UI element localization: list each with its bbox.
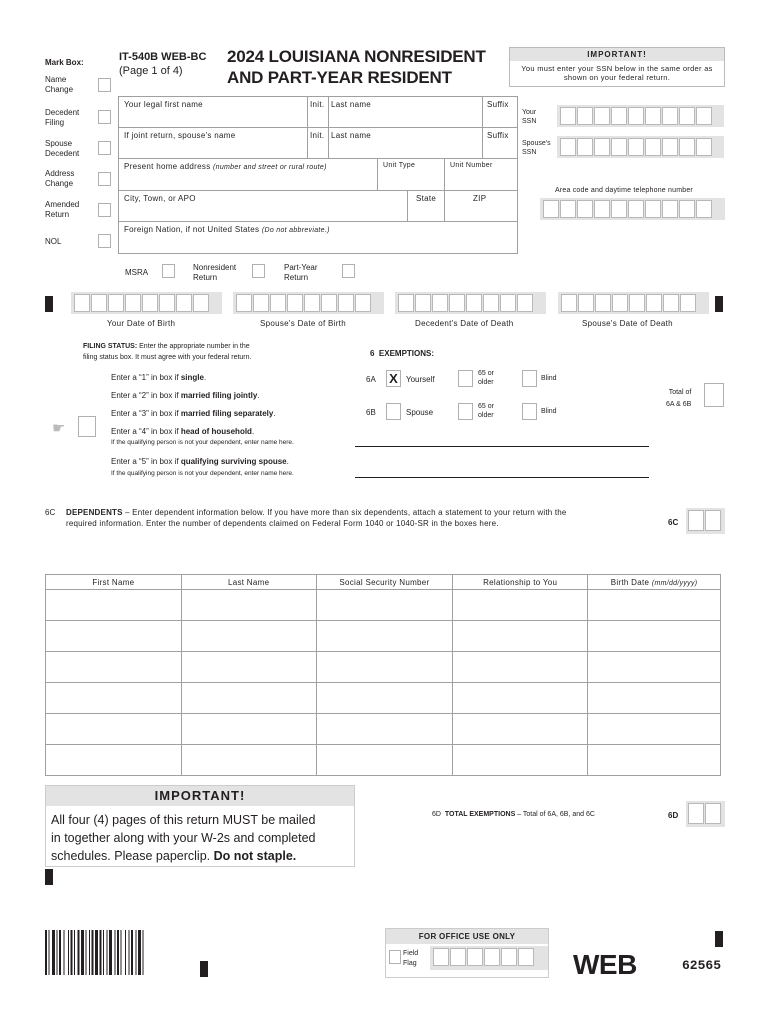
unit-type-label: Unit Type (383, 162, 416, 169)
home-address-field[interactable] (118, 158, 378, 191)
table-row (46, 652, 721, 683)
total-6a-6b-label: Total of 6A & 6B (666, 389, 692, 408)
form-code: 62565 (682, 958, 722, 973)
registration-mark (715, 931, 723, 947)
partyear-checkbox[interactable] (342, 264, 355, 278)
first-name-field[interactable] (118, 96, 308, 128)
6d-box-label: 6D (668, 811, 679, 820)
spouse-65-checkbox[interactable] (458, 403, 473, 420)
mailing-notice-box (45, 785, 355, 867)
office-use-title: FOR OFFICE USE ONLY (386, 929, 548, 944)
spouse-name-field[interactable] (118, 127, 308, 159)
unit-type-field[interactable] (377, 158, 445, 191)
unit-number-label: Unit Number (450, 162, 493, 169)
6b-label: 6B (366, 408, 376, 417)
your-ssn-input[interactable] (557, 105, 724, 127)
phone-label: Area code and daytime telephone number (555, 187, 693, 194)
state-label: State (416, 194, 437, 203)
form-title-line2: AND PART-YEAR RESIDENT (227, 68, 452, 87)
6c-count-input[interactable] (686, 508, 725, 534)
total-exemptions-label: 6D TOTAL EXEMPTIONS – Total of 6A, 6B, and 6C (432, 811, 595, 818)
yourself-blind-label: Blind (541, 375, 557, 382)
decedent-dod-input[interactable] (395, 292, 546, 314)
col-birth-date: Birth Date (mm/dd/yyyy) (588, 575, 721, 590)
filing-option-5-note: If the qualifying person is not your dependent, enter name here. (111, 470, 294, 477)
city-field[interactable] (118, 190, 408, 222)
msra-label: MSRA (125, 268, 149, 277)
6d-total-input[interactable] (686, 801, 725, 827)
field-flag-label: Field Flag (403, 950, 419, 967)
name-change-checkbox[interactable] (98, 78, 111, 92)
field-flag-input (430, 946, 548, 970)
name-change-label: Name Change (45, 75, 74, 94)
filing-option-1: Enter a “1” in box if single. (111, 373, 207, 382)
table-row (46, 621, 721, 652)
nonresident-label: Nonresident Return (193, 263, 237, 282)
page-indicator: (Page 1 of 4) (119, 65, 183, 77)
state-field[interactable] (407, 190, 445, 222)
filing-status-box[interactable] (78, 416, 96, 437)
mailing-notice-title: IMPORTANT! (46, 786, 354, 806)
form-title-line1: 2024 LOUISIANA NONRESIDENT (227, 47, 486, 66)
last-name-field[interactable] (328, 96, 483, 128)
partyear-label: Part-Year Return (284, 263, 318, 282)
spouse-suffix-label: Suffix (487, 131, 509, 140)
spouse-initial-label: Init. (310, 131, 325, 140)
nonresident-checkbox[interactable] (252, 264, 265, 278)
filing-status-heading: FILING STATUS: Enter the appropriate number in the (83, 343, 250, 350)
spouse-suffix-field[interactable] (482, 127, 518, 159)
registration-mark (715, 296, 723, 312)
initial-field[interactable] (307, 96, 329, 128)
your-dob-label: Your Date of Birth (107, 319, 176, 328)
spouse-blind-label: Blind (541, 408, 557, 415)
filing-option-4: Enter a “4” in box if head of household. (111, 427, 255, 436)
filing-status-instruction: filing status box. It must agree with your federal return. (83, 354, 252, 361)
total-6a-6b-box[interactable] (704, 383, 724, 407)
table-row (46, 745, 721, 776)
col-first-name: First Name (46, 575, 182, 590)
dependents-text-line1: DEPENDENTS – Enter dependent information below. If you have more than six dependents, attach a statement to your return with the (66, 508, 567, 517)
web-label: WEB (573, 949, 637, 980)
col-ssn: Social Security Number (316, 575, 453, 590)
your-dob-input[interactable] (71, 292, 222, 314)
spouse-dod-input[interactable] (558, 292, 709, 314)
spouse-initial-field[interactable] (307, 127, 329, 159)
yourself-label: Yourself (406, 375, 435, 384)
spouse-ssn-input[interactable] (557, 136, 724, 158)
amended-return-label: Amended Return (45, 200, 80, 219)
yourself-65-checkbox[interactable] (458, 370, 473, 387)
zip-label: ZIP (473, 194, 487, 203)
spouse-label: Spouse (406, 408, 434, 417)
col-last-name: Last Name (181, 575, 316, 590)
spouse-dob-label: Spouse's Date of Birth (260, 319, 346, 328)
important-notice-box (509, 47, 725, 87)
filing-option-2: Enter a “2” in box if married filing jointly. (111, 391, 260, 400)
suffix-field[interactable] (482, 96, 518, 128)
yourself-65-label: 65 or older (478, 370, 494, 386)
registration-mark (200, 961, 208, 977)
spouse-blind-checkbox[interactable] (522, 403, 537, 420)
initial-label: Init. (310, 100, 325, 109)
table-row (46, 714, 721, 745)
mailing-notice-text: All four (4) pages of this return MUST be mailed in together along with your W-2s and completed schedules. Please paperclip. Do not staple. (51, 813, 316, 863)
filing-option-5: Enter a “5” in box if qualifying surviving spouse. (111, 457, 289, 466)
last-name-label: Last name (331, 100, 372, 109)
important-notice-text: You must enter your SSN below in the same order as shown on your federal return. (521, 64, 713, 82)
mark-box-title: Mark Box: (45, 58, 84, 67)
suffix-label: Suffix (487, 100, 509, 109)
nol-checkbox[interactable] (98, 234, 111, 248)
pointing-hand-icon: ☛ (52, 420, 66, 437)
yourself-blind-checkbox[interactable] (522, 370, 537, 387)
unit-number-field[interactable] (444, 158, 518, 191)
exemptions-heading: 6 EXEMPTIONS: (370, 349, 435, 358)
foreign-nation-field[interactable] (118, 221, 518, 254)
spouse-dod-label: Spouse's Date of Death (582, 319, 673, 328)
filing-option-4-note: If the qualifying person is not your dependent, enter name here. (111, 439, 294, 446)
6a-label: 6A (366, 375, 376, 384)
field-flag-checkbox[interactable] (389, 950, 401, 964)
dependents-table (45, 574, 721, 776)
spouse-65-label: 65 or older (478, 403, 494, 419)
zip-field[interactable] (444, 190, 518, 222)
6c-box-label: 6C (668, 518, 679, 527)
form-id: IT-540B WEB-BC (119, 51, 207, 63)
barcode-image (45, 930, 190, 975)
col-relationship: Relationship to You (453, 575, 588, 590)
qss-name-line[interactable] (355, 477, 649, 478)
decedent-filing-checkbox[interactable] (98, 110, 111, 124)
office-use-box (385, 928, 549, 978)
important-notice-title: IMPORTANT! (510, 48, 724, 61)
dependents-text-line2: required information. Enter the number of dependents claimed on Federal Form 1040 or 1040-SR in the boxes here. (66, 519, 499, 528)
spouse-decedent-checkbox[interactable] (98, 141, 111, 155)
registration-mark (45, 296, 53, 312)
filing-option-3: Enter a “3” in box if married filing separately. (111, 409, 276, 418)
hoh-name-line[interactable] (355, 446, 649, 447)
spouse-ssn-label: Spouse's SSN (522, 140, 551, 156)
6c-code: 6C (45, 508, 56, 517)
home-address-label: Present home address (number and street or rural route) (124, 162, 327, 171)
first-name-label: Your legal first name (124, 100, 203, 109)
amended-return-checkbox[interactable] (98, 203, 111, 217)
address-change-checkbox[interactable] (98, 172, 111, 186)
registration-mark (45, 869, 53, 885)
address-change-label: Address Change (45, 169, 75, 188)
city-label: City, Town, or APO (124, 194, 196, 203)
msra-checkbox[interactable] (162, 264, 175, 278)
phone-input[interactable] (540, 198, 725, 220)
decedent-dod-label: Decedent's Date of Death (415, 319, 514, 328)
foreign-nation-label: Foreign Nation, if not United States (Do not abbreviate.) (124, 225, 330, 234)
spouse-last-name-label: Last name (331, 131, 372, 140)
spouse-name-label: If joint return, spouse's name (124, 131, 236, 140)
nol-label: NOL (45, 237, 62, 246)
spouse-checkbox[interactable] (386, 403, 401, 420)
decedent-filing-label: Decedent Filing (45, 108, 80, 127)
table-row (46, 590, 721, 621)
spouse-dob-input[interactable] (233, 292, 384, 314)
table-row (46, 683, 721, 714)
spouse-last-name-field[interactable] (328, 127, 483, 159)
yourself-checkbox[interactable]: X (386, 370, 401, 387)
spouse-decedent-label: Spouse Decedent (45, 139, 80, 158)
your-ssn-label: Your SSN (522, 109, 537, 125)
